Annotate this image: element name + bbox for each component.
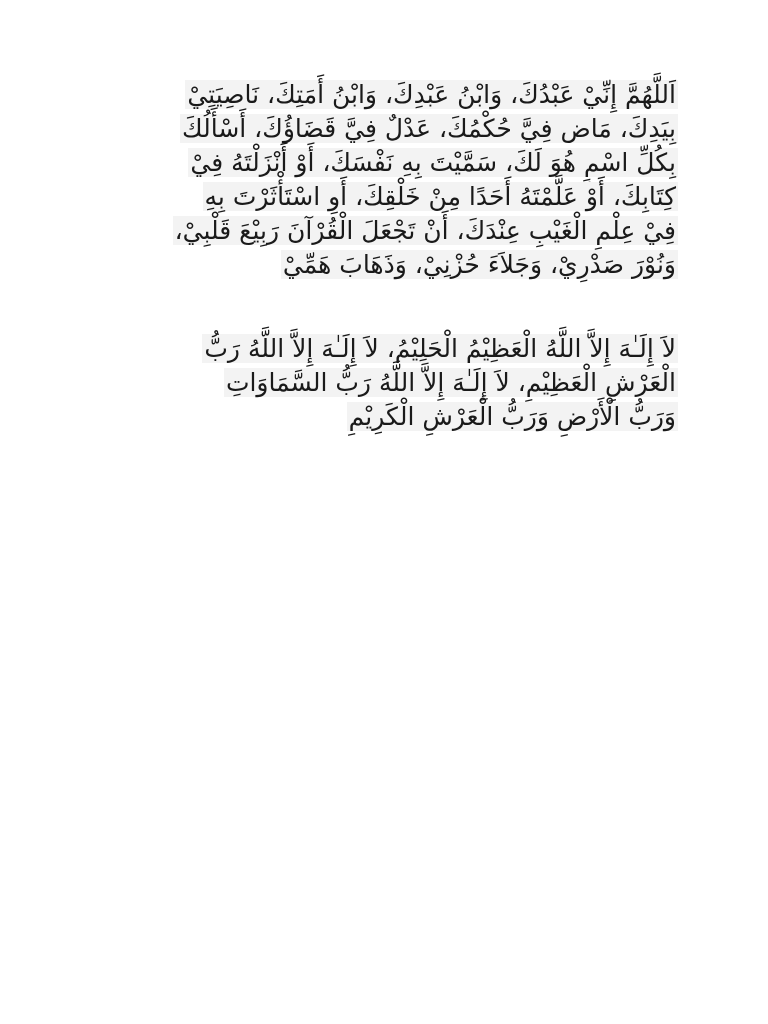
highlighted-text: اَللَّهُمَّ إِنِّيْ عَبْدُكَ، وَابْنُ عَبْدِكَ، وَابْنُ أَمَتِكَ، نَاصِيَتِيْ <box>187 80 676 109</box>
highlighted-text: لاَ إِلَـٰهَ إِلاَّ اللَّهُ الْعَظِيْمُ الْحَلِيْمُ، لاَ إِلَـٰهَ إِلاَّ اللَّهُ رَبُّ <box>204 334 676 363</box>
text-line <box>90 146 678 180</box>
highlighted-text: بِكُلِّ اسْمٍ هُوَ لَكَ، سَمَّيْتَ بِهِ نَفْسَكَ، أَوْ أَنْزَلْتَهُ فِيْ <box>190 148 676 177</box>
text-line <box>90 78 678 112</box>
text-line <box>90 112 678 146</box>
highlighted-text: بِيَدِكَ، مَاض فِيَّ حُكْمُكَ، عَدْلٌ فِيَّ قَضَاؤُكَ، أَسْأَلُكَ <box>182 114 676 143</box>
highlighted-text: وَنُوْرَ صَدْرِيْ، وَجَلاَءَ حُزْنِيْ، وَذَهَابَ هَمِّيْ <box>282 250 676 279</box>
dua-paragraph-1 <box>90 78 678 282</box>
text-line <box>90 248 678 282</box>
text-line <box>90 366 678 400</box>
dua-paragraph-2 <box>90 332 678 434</box>
text-line <box>90 400 678 434</box>
text-line <box>90 214 678 248</box>
highlighted-text: فِيْ عِلْمِ الْغَيْبِ عِنْدَكَ، أَنْ تَجْعَلَ الْقُرْآنَ رَبِيْعَ قَلْبِيْ، <box>174 216 676 245</box>
highlighted-text: وَرَبُّ الْأَرْضِ وَرَبُّ الْعَرْشِ الْكَرِيْمِ <box>348 402 676 431</box>
text-line <box>90 180 678 214</box>
highlighted-text: كِتَابِكَ، أَوْ عَلَّمْتَهُ أَحَدًا مِنْ خَلْقِكَ، أَوِ اسْتَأْثَرْتَ بِهِ <box>204 182 676 211</box>
document-page <box>90 78 678 434</box>
highlighted-text: الْعَرْشِ الْعَظِيْمِ، لاَ إِلَـٰهَ إِلاَّ اللَّهُ رَبُّ السَّمَاوَاتِ <box>225 368 676 397</box>
text-line <box>90 332 678 366</box>
